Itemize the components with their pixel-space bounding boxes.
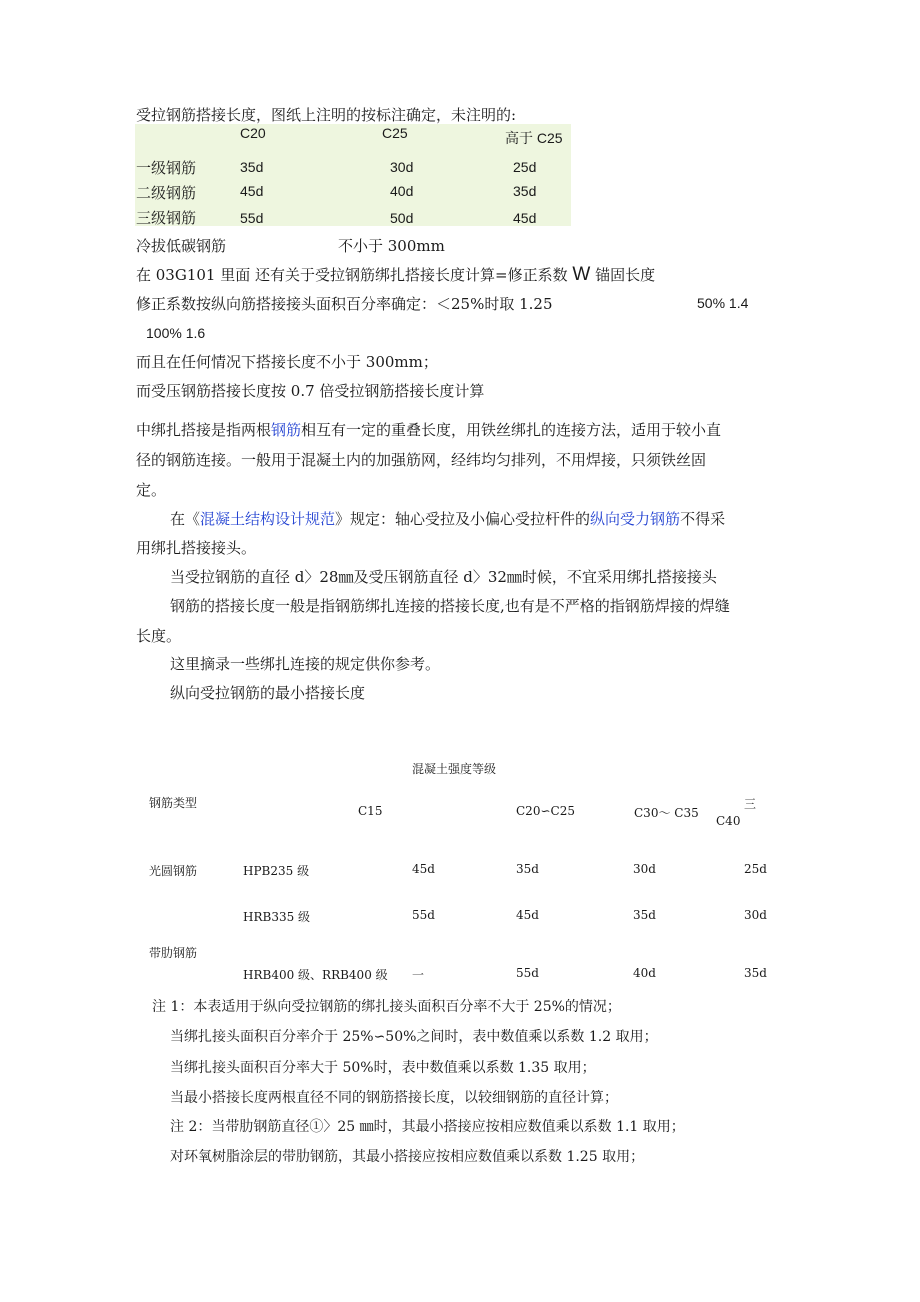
grade-header-c20: C20 — [240, 125, 266, 141]
paragraph-3: 当受拉钢筋的直径 d〉28㎜及受压钢筋直径 d〉32㎜时候，不宜采用绑扎搭接接头 — [170, 568, 717, 586]
grade-c20-c25: C20∽C25 — [516, 804, 575, 818]
note-3: 当绑扎接头面积百分率大于 50%时，表中数值乘以系数 1.35 取用； — [170, 1060, 596, 1076]
paragraph-4-line-1: 钢筋的搭接长度一般是指钢筋绑扎连接的搭接长度,也有是不严格的指钢筋焊接的焊缝 — [170, 597, 730, 615]
cell-grade2-c20: 45d — [240, 183, 264, 199]
row-hrb400-c30: 40d — [633, 966, 656, 980]
p2-text-a: 在《 — [170, 510, 201, 528]
link-concrete-code[interactable]: 混凝土结构设计规范 — [200, 510, 336, 528]
table-title: 纵向受拉钢筋的最小搭接长度 — [170, 684, 366, 702]
group-plain-rebar: 光圆钢筋 — [149, 864, 198, 878]
cell-grade3-c25: 50d — [390, 210, 414, 226]
concrete-grade-header: 混凝土强度等级 — [412, 762, 497, 776]
rebar-type-header: 钢筋类型 — [149, 796, 198, 810]
p1-text-a: 中绑扎搭接是指两根 — [136, 421, 272, 439]
multiply-symbol-w: W — [572, 264, 591, 285]
paragraph-4-line-2: 长度。 — [136, 627, 182, 645]
row-hpb235-c40: 25d — [744, 862, 767, 876]
row-hrb335-c40: 30d — [744, 908, 767, 922]
cell-grade1-c20: 35d — [240, 159, 264, 175]
p2-text-c: 不得采 — [680, 510, 726, 528]
paragraph-2-line-2: 用绑扎搭接接头。 — [136, 539, 257, 557]
paragraph-1-line-1 — [136, 419, 721, 440]
coefficient-line: 修正系数按纵向筋搭接接头面积百分率确定：＜25%时取 1.25 — [136, 295, 553, 313]
note-6: 对环氧树脂涂层的带肋钢筋，其最小搭接应按相应数值乘以系数 1.25 取用； — [170, 1149, 645, 1165]
row-label-grade1: 一级钢筋 — [136, 159, 197, 177]
p1-text-b: 相互有一定的重叠长度，用铁丝绑扎的连接方法，适用于较小直 — [301, 421, 722, 439]
row-hrb400-c20: 55d — [516, 966, 539, 980]
note-2: 当绑扎接头面积百分率介于 25%∽50%之间时，表中数值乘以系数 1.2 取用； — [170, 1029, 658, 1045]
row-hpb235-name: HPB235 级 — [243, 864, 310, 878]
group-ribbed-rebar: 带肋钢筋 — [149, 946, 198, 960]
cell-grade1-above: 25d — [513, 159, 537, 175]
grade-c40: C40 — [716, 814, 741, 828]
grade-c40-prefix: 三 — [744, 797, 757, 811]
paragraph-5: 这里摘录一些绑扎连接的规定供你参考。 — [170, 655, 441, 673]
cell-grade3-above: 45d — [513, 210, 537, 226]
paragraph-1-line-2: 径的钢筋连接。一般用于混凝土内的加强筋网，经纬均匀排列，不用焊接，只须铁丝固 — [136, 451, 707, 469]
row-hrb400-name: HRB400 级、RRB400 级 — [243, 968, 388, 982]
grade-header-above-c25: 高于 C25 — [505, 130, 563, 146]
row-label-grade2: 二级钢筋 — [136, 184, 197, 202]
note-5: 注 2：当带肋钢筋直径①〉25 ㎜时，其最小搭接应按相应数值乘以系数 1.1 取用； — [170, 1119, 685, 1135]
coefficient-100: 100% 1.6 — [146, 325, 206, 341]
grade-c15: C15 — [358, 804, 383, 818]
note-1: 注 1：本表适用于纵向受拉钢筋的绑扎接头面积百分率不大于 25%的情况； — [152, 999, 621, 1015]
cold-drawn-label: 冷拔低碳钢筋 — [136, 237, 227, 255]
compression-line: 而受压钢筋搭接长度按 0.7 倍受拉钢筋搭接长度计算 — [136, 382, 485, 400]
row-hrb335-c30: 35d — [633, 908, 656, 922]
paragraph-1-line-3: 定。 — [136, 481, 167, 499]
row-hrb335-name: HRB335 级 — [243, 910, 311, 924]
row-label-grade3: 三级钢筋 — [136, 209, 197, 227]
row-hrb335-c20: 45d — [516, 908, 539, 922]
row-hrb400-c40: 35d — [744, 966, 767, 980]
paragraph-2-line-1 — [170, 508, 725, 529]
cell-grade3-c20: 55d — [240, 210, 264, 226]
grade-c30-c35: C30～ C35 — [634, 806, 699, 820]
note-4: 当最小搭接长度两根直径不同的钢筋搭接长度，以较细钢筋的直径计算； — [170, 1090, 618, 1106]
link-rebar[interactable]: 钢筋 — [271, 421, 302, 439]
line-03g101-part-b: 锚固长度 — [595, 266, 656, 284]
row-hpb235-c30: 30d — [633, 862, 656, 876]
cold-drawn-value: 不小于 300mm — [338, 237, 445, 255]
link-longitudinal-rebar[interactable]: 纵向受力钢筋 — [590, 510, 681, 528]
line-03g101 — [136, 264, 655, 286]
row-hpb235-c20: 35d — [516, 862, 539, 876]
p2-text-b: 》规定：轴心受拉及小偏心受拉杆件的 — [335, 510, 591, 528]
line-03g101-part-a: 在 03G101 里面 还有关于受拉钢筋绑扎搭接长度计算=修正系数 — [136, 266, 568, 284]
cell-grade2-above: 35d — [513, 183, 537, 199]
row-hpb235-c15: 45d — [412, 862, 435, 876]
grade-header-c25: C25 — [382, 125, 408, 141]
coefficient-50: 50% 1.4 — [697, 295, 749, 311]
cell-grade1-c25: 30d — [390, 159, 414, 175]
row-hrb335-c15: 55d — [412, 908, 435, 922]
cell-grade2-c25: 40d — [390, 183, 414, 199]
min-length-line: 而且在任何情况下搭接长度不小于 300mm； — [136, 353, 438, 371]
row-hrb400-c15: 一 — [412, 968, 425, 982]
intro-line: 受拉钢筋搭接长度，图纸上注明的按标注确定，未注明的: — [136, 106, 517, 124]
